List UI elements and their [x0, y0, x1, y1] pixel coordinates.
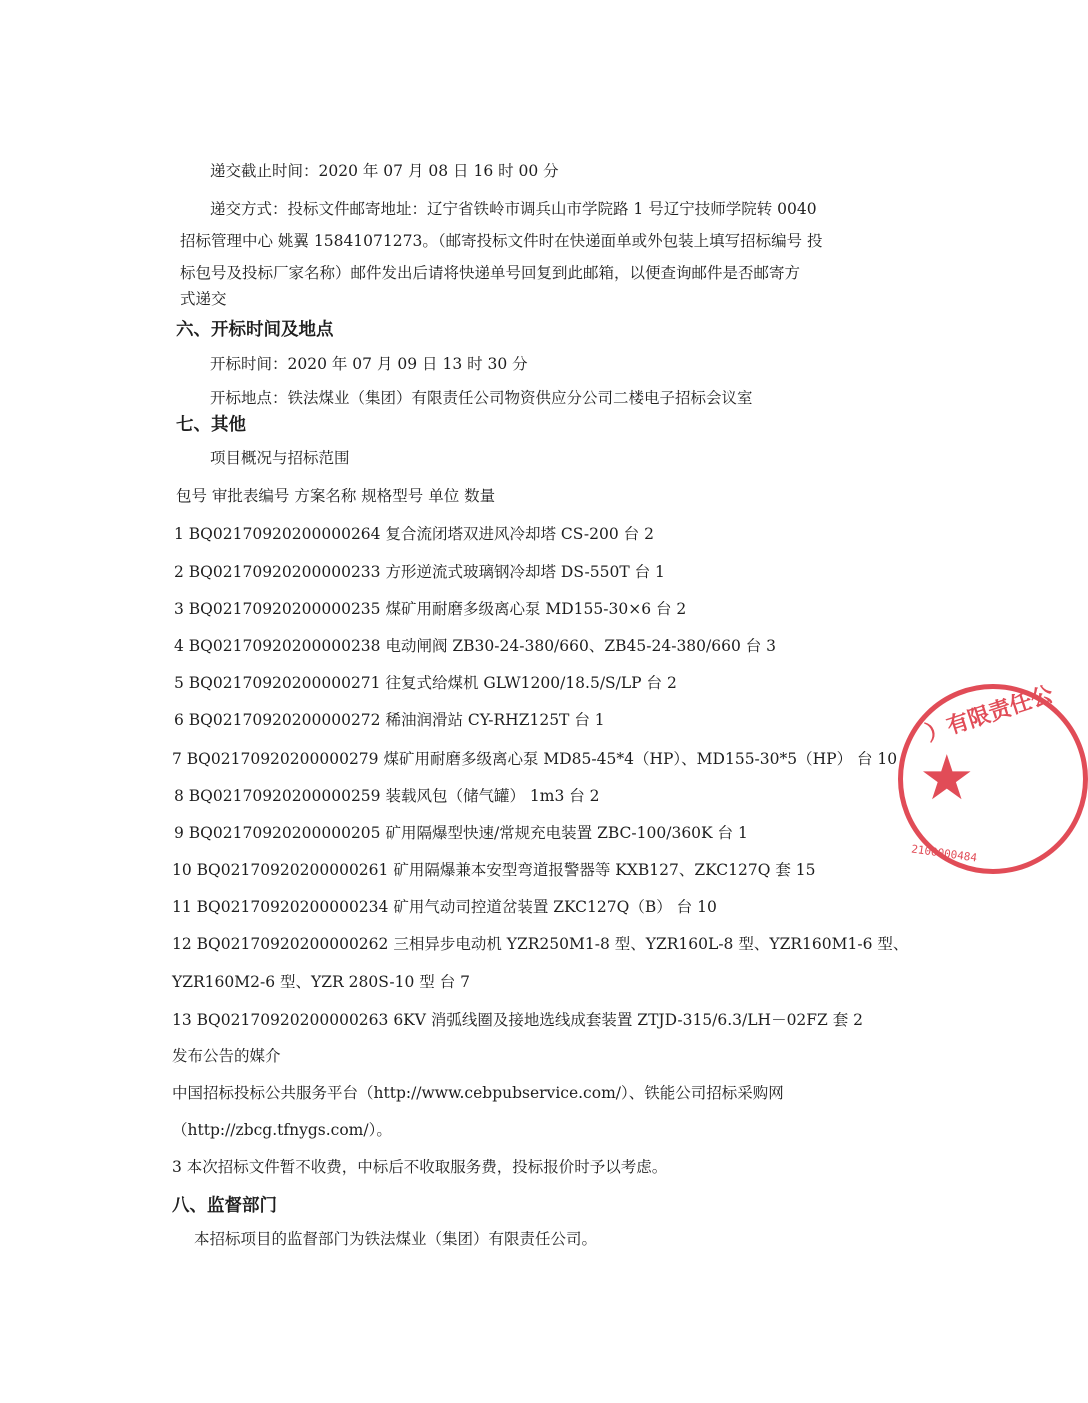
- supervision-line: 本招标项目的监督部门为铁法煤业（集团）有限责任公司。: [194, 1230, 598, 1248]
- section-heading-6: 六、开标时间及地点: [176, 320, 334, 340]
- media-heading: 发布公告的媒介: [172, 1047, 281, 1065]
- table-row: 13 BQ02170920200000263 6KV 消弧线圈及接地选线成套装置 ZTJD-315/6.3/LH－02FZ 套 2: [172, 1011, 864, 1029]
- table-row: 7 BQ02170920200000279 煤矿用耐磨多级离心泵 MD85-45*4（HP）、MD155-30*5（HP） 台 10: [172, 750, 898, 768]
- table-row: 3 BQ02170920200000235 煤矿用耐磨多级离心泵 MD155-30×6 台 2: [174, 600, 687, 618]
- delivery-method-line: 式递交: [180, 290, 227, 308]
- delivery-method-line: 递交方式：投标文件邮寄地址：辽宁省铁岭市调兵山市学院路 1 号辽宁技师学院转 0040: [210, 200, 817, 218]
- table-row: 6 BQ02170920200000272 稀油润滑站 CY-RHZ125T 台 1: [174, 711, 605, 729]
- table-row-continuation: YZR160M2-6 型、YZR 280S-10 型 台 7: [172, 973, 470, 991]
- table-header: 包号 审批表编号 方案名称 规格型号 单位 数量: [176, 487, 496, 505]
- table-row: 11 BQ02170920200000234 矿用气动司控道岔装置 ZKC127Q（B） 台 10: [172, 898, 717, 916]
- open-place-line: 开标地点：铁法煤业（集团）有限责任公司物资供应分公司二楼电子招标会议室: [210, 389, 753, 407]
- table-row: 4 BQ02170920200000238 电动闸阀 ZB30-24-380/660、ZB45-24-380/660 台 3: [174, 637, 777, 655]
- media-line: （http://zbcg.tfnygs.com/）。: [172, 1121, 392, 1139]
- delivery-method-line: 标包号及投标厂家名称）邮件发出后请将快递单号回复到此邮箱，以便查询邮件是否邮寄方: [180, 264, 801, 282]
- deadline-line: 递交截止时间：2020 年 07 月 08 日 16 时 00 分: [210, 162, 559, 180]
- section-heading-7: 七、其他: [176, 415, 246, 435]
- table-row: 8 BQ02170920200000259 装载风包（储气罐） 1m3 台 2: [174, 787, 600, 805]
- company-seal: [898, 681, 1088, 874]
- star-icon: ★: [919, 741, 975, 814]
- seal-text: ）有限责任公: [922, 681, 1057, 747]
- table-row: 1 BQ02170920200000264 复合流闭塔双进风冷却塔 CS-200 台 2: [174, 525, 654, 543]
- media-line: 中国招标投标公共服务平台（http://www.cebpubservice.com/）、铁能公司招标采购网: [172, 1084, 784, 1102]
- open-time-line: 开标时间：2020 年 07 月 09 日 13 时 30 分: [210, 355, 528, 373]
- section-heading-8: 八、监督部门: [172, 1196, 277, 1216]
- overview-line: 项目概况与招标范围: [210, 449, 350, 467]
- table-row: 9 BQ02170920200000205 矿用隔爆型快速/常规充电装置 ZBC-100/360K 台 1: [174, 824, 748, 842]
- table-row: 10 BQ02170920200000261 矿用隔爆兼本安型弯道报警器等 KXB127、ZKC127Q 套 15: [172, 861, 816, 879]
- table-row: 5 BQ02170920200000271 往复式给煤机 GLW1200/18.5/S/LP 台 2: [174, 674, 677, 692]
- table-row: 12 BQ02170920200000262 三相异步电动机 YZR250M1-8 型、YZR160L-8 型、YZR160M1-6 型、: [172, 935, 909, 953]
- seal-number: 2100000484: [910, 842, 978, 865]
- fee-line: 3 本次招标文件暂不收费，中标后不收取服务费，投标报价时予以考虑。: [172, 1158, 668, 1176]
- table-row: 2 BQ02170920200000233 方形逆流式玻璃钢冷却塔 DS-550T 台 1: [174, 563, 665, 581]
- delivery-method-line: 招标管理中心 姚翼 15841071273。（邮寄投标文件时在快递面单或外包装上填写招标编号 投: [180, 232, 823, 250]
